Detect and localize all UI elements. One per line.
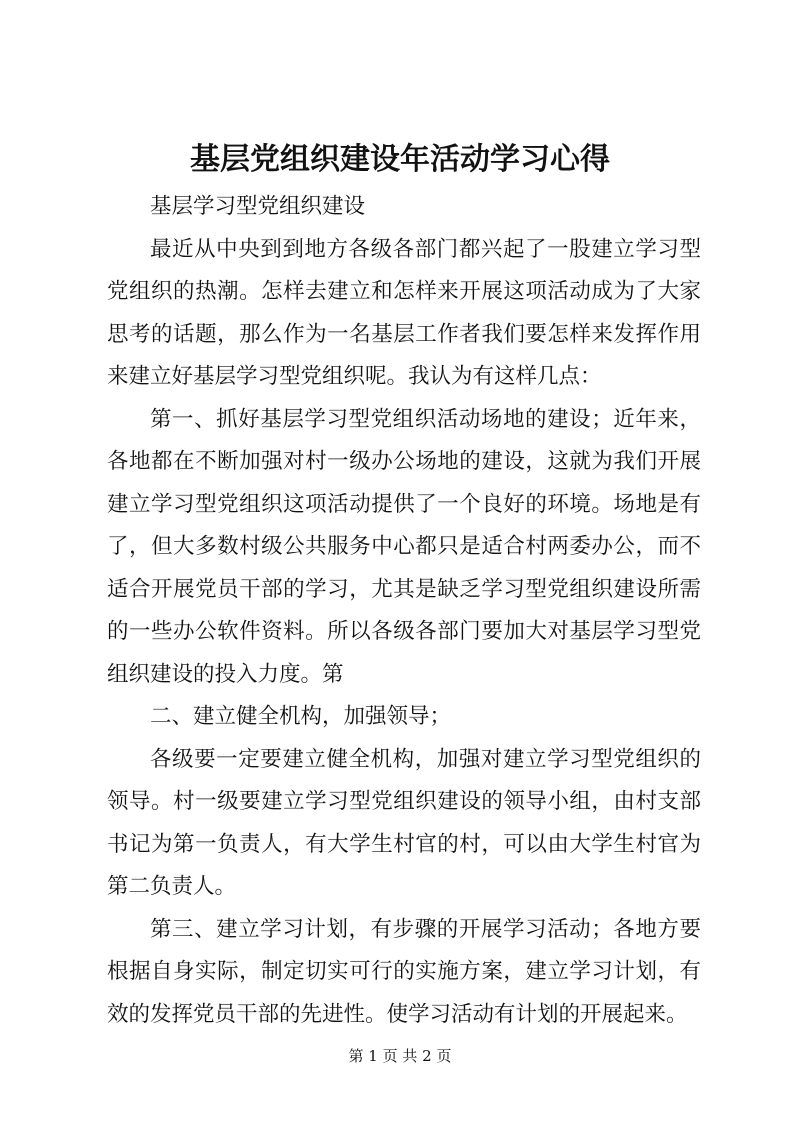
- body-paragraph: 第一、抓好基层学习型党组织活动场地的建设；近年来，各地都在不断加强对村一级办公场地的建设，这就为我们开展建立学习型党组织这项活动提供了一个良好的环境。场地是有了，但大多数村级公共服务中心都只是适合村两委办公，而不适合开展党员干部的学习，尤其是缺乏学习型党组织建设所需的一些办公软件资料。所以各级各部门要加大对基层学习型党组织建设的投入力度。第: [107, 406, 701, 687]
- document-body: [107, 186, 701, 1036]
- body-paragraph: 最近从中央到到地方各级各部门都兴起了一股建立学习型党组织的热潮。怎样去建立和怎样来开展这项活动成为了大家思考的话题，那么作为一名基层工作者我们要怎样来发挥作用来建立好基层学习型党组织呢。我认为有这样几点：: [107, 236, 701, 389]
- body-paragraph: 各级要一定要建立健全机构，加强对建立学习型党组织的领导。村一级要建立学习型党组织建设的领导小组，由村支部书记为第一负责人，有大学生村官的村，可以由大学生村官为第二负责人。: [107, 746, 701, 899]
- body-paragraph: 第三、建立学习计划，有步骤的开展学习活动；各地方要根据自身实际，制定切实可行的实施方案，建立学习计划，有效的发挥党员干部的先进性。使学习活动有计划的开展起来。: [107, 916, 701, 1027]
- body-paragraph: 二、建立健全机构，加强领导；: [150, 704, 452, 729]
- section-heading: 基层学习型党组织建设: [150, 194, 366, 219]
- page-number-footer: 第 1 页 共 2 页: [348, 1047, 452, 1065]
- document-title: 基层党组织建设年活动学习心得: [190, 142, 610, 177]
